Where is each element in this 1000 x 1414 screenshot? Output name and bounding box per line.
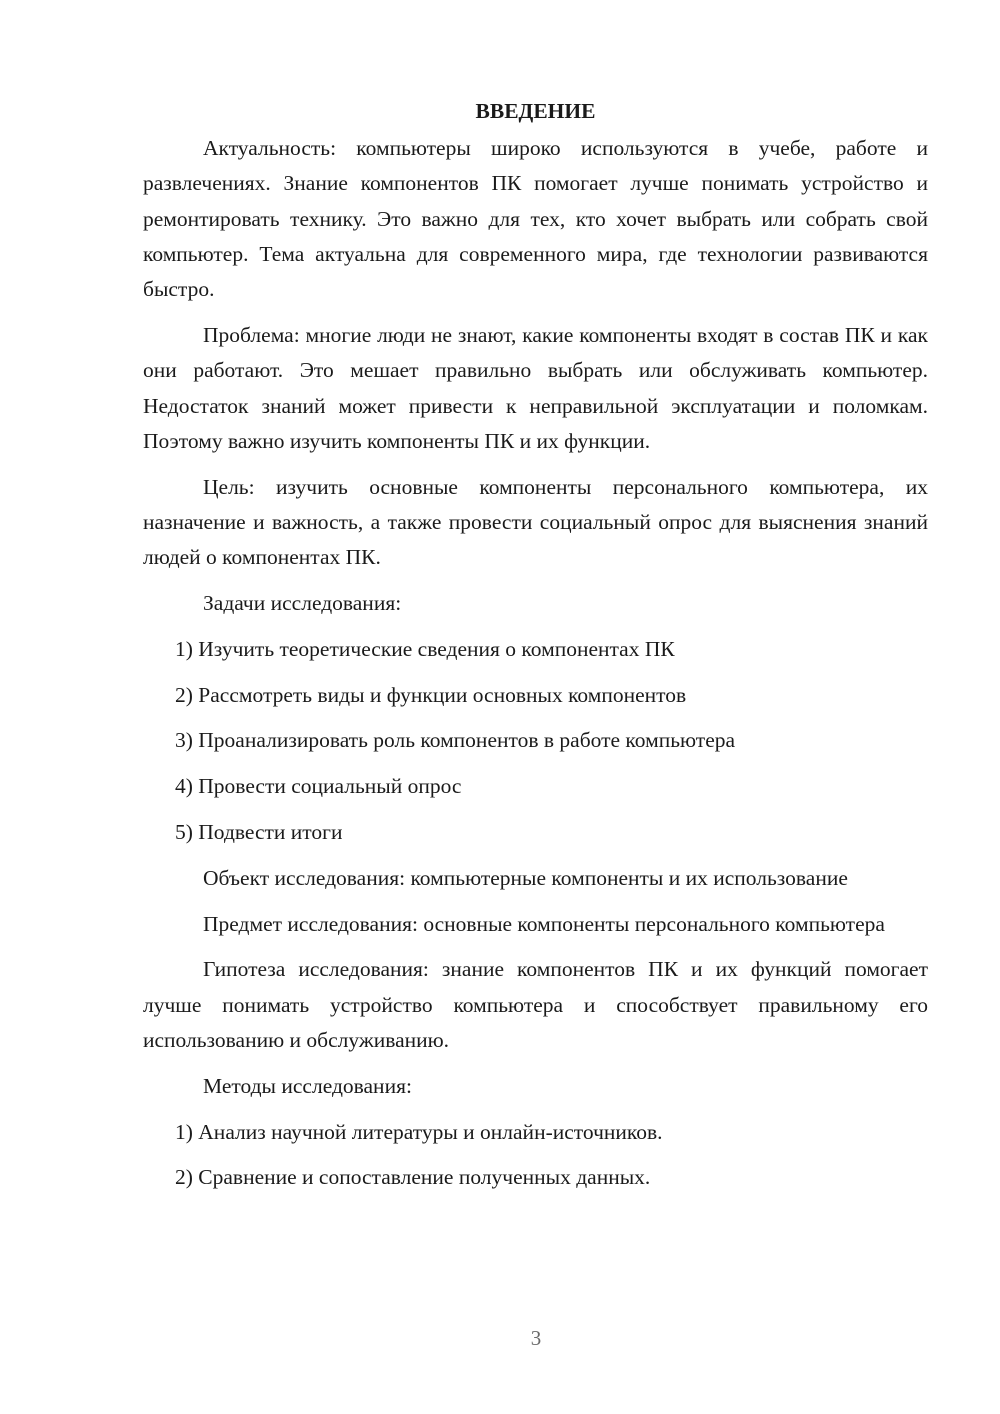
task-item-4: 4) Провести социальный опрос	[175, 774, 462, 799]
task-item-5: 5) Подвести итоги	[175, 820, 343, 845]
task-item-1: 1) Изучить теоретические сведения о компонентах ПК	[175, 636, 675, 661]
document-page	[143, 92, 928, 1206]
methods-label: Методы исследования:	[203, 1073, 412, 1098]
problem-paragraph: Проблема: многие люди не знают, какие компоненты входят в состав ПК и как они работают. Это мешает правильно выбрать или обслуживать компьютер. Недостаток знаний может привести к неправильной эксплуатации и поломкам. Поэтому важно изучить компоненты ПК и их функции.	[143, 322, 928, 453]
subject-paragraph: Предмет исследования: основные компоненты персонального компьютера	[203, 911, 885, 936]
method-item-1: 1) Анализ научной литературы и онлайн-источников.	[175, 1119, 663, 1144]
goal-paragraph: Цель: изучить основные компоненты персонального компьютера, их назначение и важность, а также провести социальный опрос для выяснения знаний людей о компонентах ПК.	[143, 474, 928, 570]
page-title: ВВЕДЕНИЕ	[475, 99, 596, 123]
object-paragraph: Объект исследования: компьютерные компоненты и их использование	[203, 865, 848, 890]
task-item-3: 3) Проанализировать роль компонентов в работе компьютера	[175, 728, 736, 753]
task-item-2: 2) Рассмотреть виды и функции основных компонентов	[175, 682, 687, 707]
hypothesis-paragraph: Гипотеза исследования: знание компонентов ПК и их функций помогает лучше понимать устройство компьютера и способствует правильному его использованию и обслуживанию.	[143, 957, 928, 1053]
tasks-label: Задачи исследования:	[203, 591, 402, 616]
method-item-2: 2) Сравнение и сопоставление полученных данных.	[175, 1165, 651, 1190]
relevance-paragraph: Актуальность: компьютеры широко используются в учебе, работе и развлечениях. Знание компонентов ПК помогает лучше понимать устройство и ремонтировать технику. Это важно для тех, кто хочет выбрать или собрать свой компьютер. Тема актуальна для современного мира, где технологии развиваются быстро.	[143, 136, 928, 302]
page-number: 3	[530, 1326, 542, 1350]
